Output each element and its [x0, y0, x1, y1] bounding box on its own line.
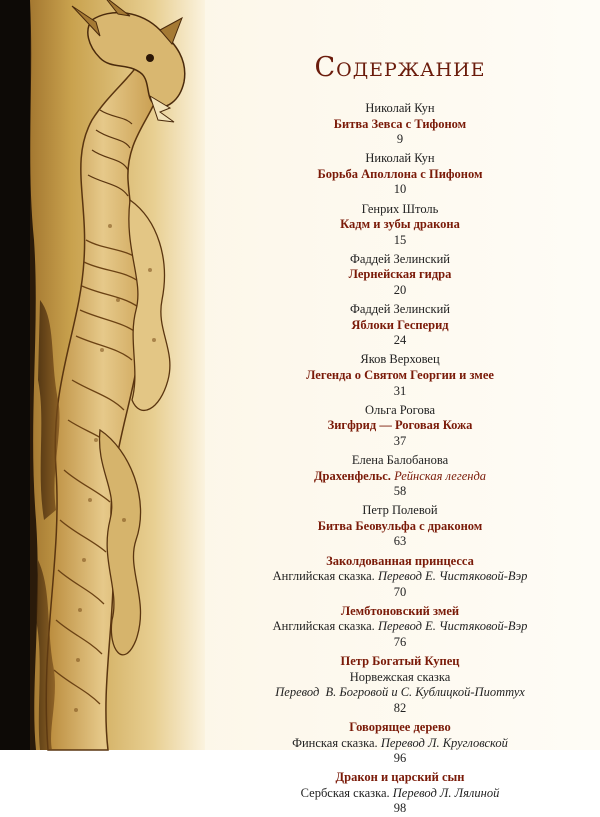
tale-origin: Английская сказка. — [272, 619, 375, 634]
entry-title: Лернейская гидра — [348, 267, 452, 282]
toc-entry[interactable] — [215, 352, 585, 399]
entry-page: 24 — [393, 333, 407, 348]
tale-page: 98 — [393, 801, 407, 816]
tale-title: Петр Богатый Купец — [340, 654, 460, 669]
entry-title: Битва Беовульфа с драконом — [317, 518, 483, 533]
tale-origin: Финская сказка. — [292, 735, 378, 750]
entry-title — [215, 469, 585, 485]
entry-author: Фаддей Зелинский — [350, 302, 450, 317]
entry-page: 9 — [396, 132, 404, 147]
tale-page: 70 — [393, 584, 407, 599]
tale-page: 82 — [393, 700, 407, 715]
tale-translator: Перевод Е. Чистяковой-Вэр — [377, 569, 528, 584]
entry-title: Яблоки Гесперид — [351, 317, 449, 332]
tale-source — [215, 569, 585, 585]
tale-translator: Перевод Е. Чистяковой-Вэр — [377, 619, 528, 634]
toc-tale[interactable] — [215, 720, 585, 767]
tale-page: 76 — [393, 635, 407, 649]
tale-translator-line — [215, 685, 585, 701]
entry-page: 37 — [393, 433, 407, 448]
toc-entry[interactable] — [215, 151, 585, 198]
toc-entry[interactable] — [215, 302, 585, 349]
entry-author: Петр Полевой — [362, 503, 438, 518]
entry-author: Фаддей Зелинский — [350, 251, 450, 266]
toc-tale[interactable] — [215, 770, 585, 817]
tale-translator: Перевод Л. Кругловской — [380, 735, 508, 750]
entry-author: Генрих Штоль — [361, 201, 439, 216]
entry-title: Битва Зевса с Тифоном — [333, 116, 467, 131]
entry-author: Елена Балобанова — [351, 452, 449, 467]
toc-entry[interactable] — [215, 503, 585, 550]
entry-page: 31 — [393, 383, 407, 398]
entry-author: Ольга Рогова — [364, 402, 435, 417]
entry-author: Николай Кун — [365, 151, 435, 166]
tale-page: 96 — [393, 751, 407, 766]
entry-title: Кадм и зубы дракона — [340, 217, 460, 232]
entry-author: Николай Кун — [365, 101, 435, 115]
tale-source — [215, 786, 585, 802]
tale-title: Лембтоновский змей — [340, 603, 460, 618]
entry-title-subtitle: Рейнская легенда — [394, 468, 487, 483]
entry-page: 15 — [393, 232, 407, 247]
tale-translator: Перевод В. Богровой и С. Кублицкой-Пиоттух — [275, 685, 525, 700]
tale-title: Дракон и царский сын — [335, 770, 465, 785]
entry-page: 20 — [393, 283, 407, 298]
tale-source — [215, 736, 585, 752]
toc-tale[interactable] — [215, 604, 585, 651]
entry-page: 10 — [393, 182, 407, 197]
tale-title: Заколдованная принцесса — [326, 553, 474, 568]
toc-entry[interactable] — [215, 403, 585, 450]
tale-translator: Перевод Л. Лялиной — [392, 785, 500, 800]
tale-origin: Норвежская сказка — [349, 669, 451, 684]
entry-title: Зигфрид — Роговая Кожа — [327, 418, 473, 433]
entry-page: 58 — [393, 484, 407, 499]
tale-title: Говорящее дерево — [349, 719, 451, 734]
dragon-illustration — [0, 0, 205, 750]
toc-entry[interactable] — [215, 252, 585, 299]
toc-entry[interactable] — [215, 101, 585, 148]
toc-tale[interactable] — [215, 554, 585, 601]
toc-tale[interactable] — [215, 654, 585, 716]
tale-origin: Сербская сказка. — [300, 785, 390, 800]
entry-title: Борьба Аполлона с Пифоном — [317, 166, 483, 181]
toc-title: Содержание — [314, 52, 486, 83]
tale-origin: Английская сказка. — [272, 569, 375, 584]
toc-entry[interactable] — [215, 202, 585, 249]
entry-title-main: Драхенфельс. — [313, 468, 391, 483]
toc-entry[interactable] — [215, 453, 585, 500]
entry-page: 63 — [393, 534, 407, 549]
entry-title: Легенда о Святом Георгии и змее — [306, 368, 494, 382]
entry-author: Яков Верховец — [360, 352, 440, 367]
tale-source — [215, 619, 585, 635]
table-of-contents — [215, 50, 585, 817]
